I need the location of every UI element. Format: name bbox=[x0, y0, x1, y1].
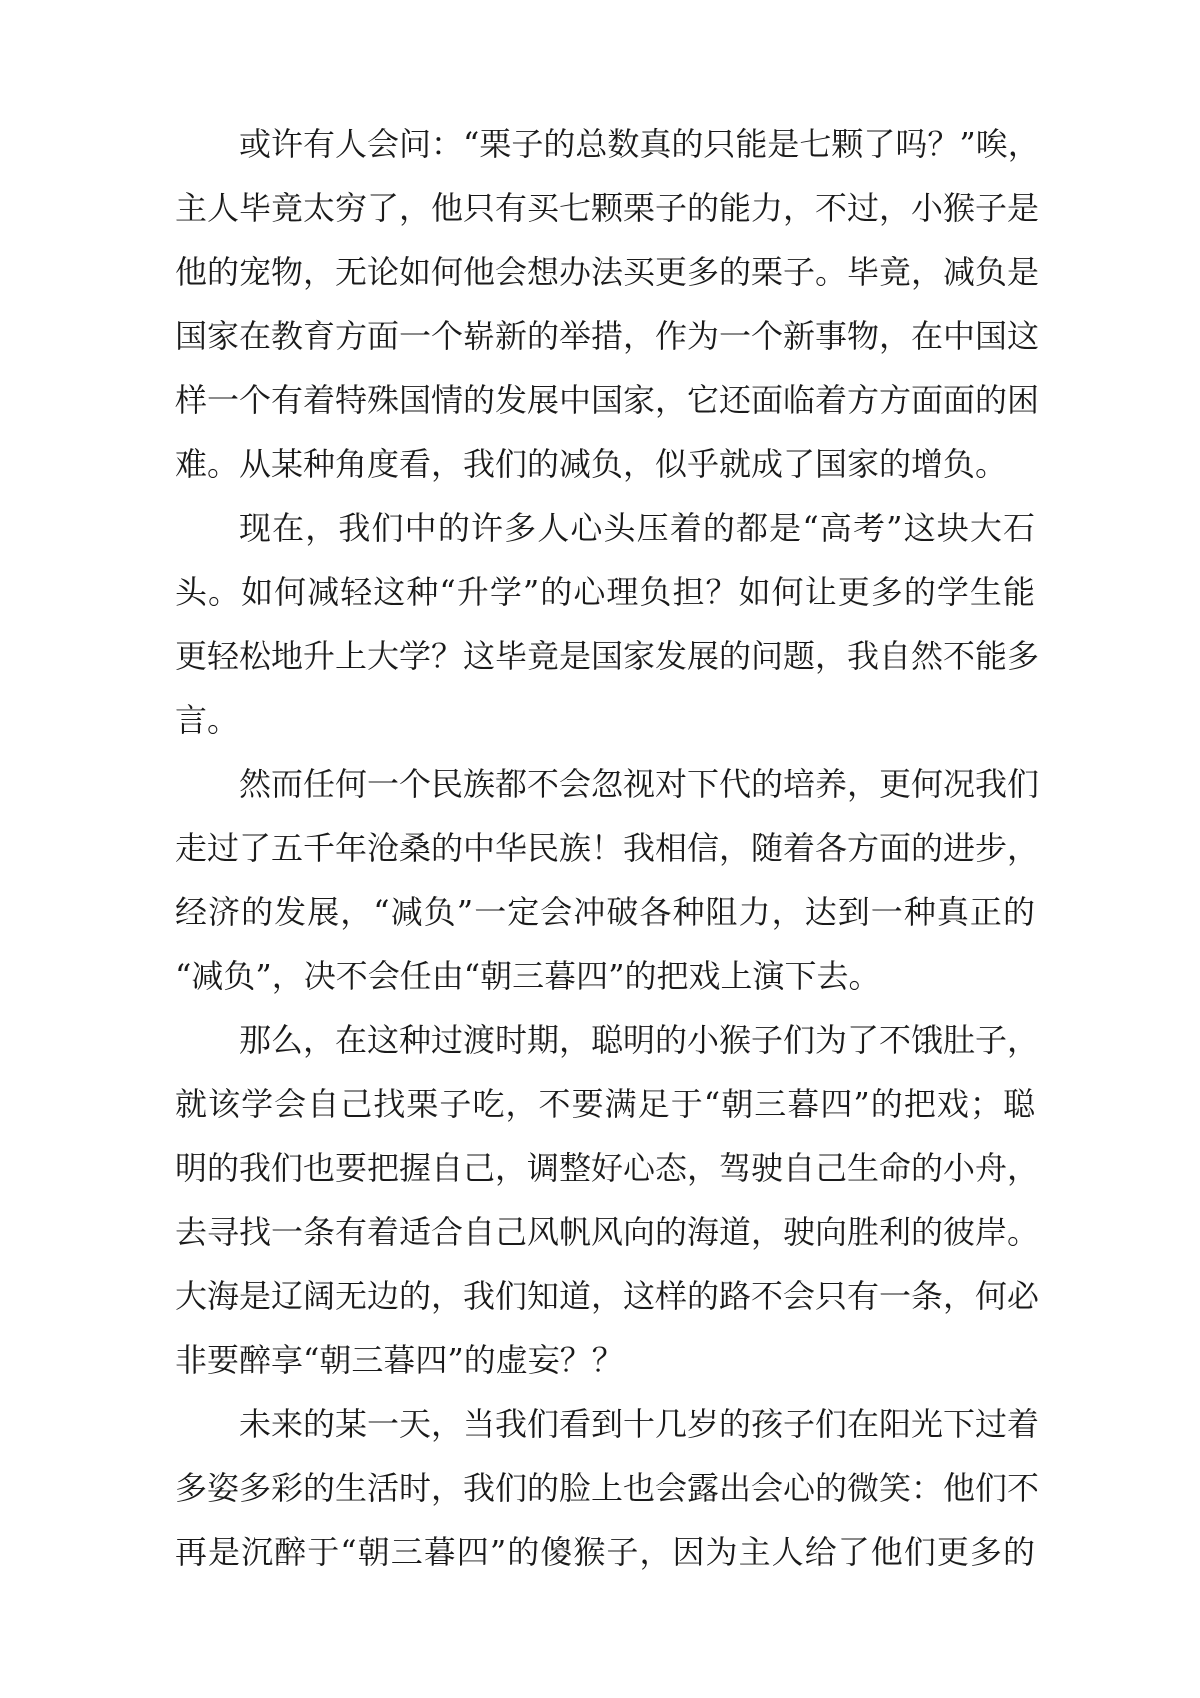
text-line: 他的宠物，无论如何他会想办法买更多的栗子。毕竟，减负是 bbox=[175, 253, 1040, 291]
text-line: 样一个有着特殊国情的发展中国家，它还面临着方方面面的困 bbox=[175, 381, 1040, 419]
text-line: 主人毕竟太穷了，他只有买七颗栗子的能力，不过，小猴子是 bbox=[175, 189, 1040, 227]
text-line: 难。从某种角度看，我们的减负，似乎就成了国家的增负。 bbox=[175, 445, 1008, 483]
paragraph-4 bbox=[175, 1008, 1040, 1392]
text-line: 再是沉醉于“朝三暮四”的傻猴子，因为主人给了他们更多的 bbox=[175, 1533, 1035, 1571]
text-line: 言。 bbox=[175, 701, 240, 739]
text-line: 现在，我们中的许多人心头压着的都是“高考”这块大石 bbox=[239, 509, 1035, 547]
text-line: 就该学会自己找栗子吃，不要满足于“朝三暮四”的把戏；聪 bbox=[175, 1085, 1035, 1123]
paragraph-2 bbox=[175, 496, 1040, 752]
text-line: 未来的某一天，当我们看到十几岁的孩子们在阳光下过着 bbox=[239, 1405, 1040, 1443]
document-body bbox=[175, 112, 1040, 1584]
paragraph-5 bbox=[175, 1392, 1040, 1584]
text-line: 更轻松地升上大学？这毕竟是国家发展的问题，我自然不能多 bbox=[175, 637, 1040, 675]
paragraph-3 bbox=[175, 752, 1040, 1008]
text-line: 头。如何减轻这种“升学”的心理负担？如何让更多的学生能 bbox=[175, 573, 1035, 611]
text-line: 那么，在这种过渡时期，聪明的小猴子们为了不饿肚子， bbox=[239, 1021, 1040, 1059]
paragraph-1 bbox=[175, 112, 1040, 496]
text-line: 走过了五千年沧桑的中华民族！我相信，随着各方面的进步， bbox=[175, 829, 1040, 867]
text-line: 明的我们也要把握自己，调整好心态，驾驶自己生命的小舟， bbox=[175, 1149, 1040, 1187]
text-line: “减负”，决不会任由“朝三暮四”的把戏上演下去。 bbox=[175, 957, 881, 995]
text-line: 非要醉享“朝三暮四”的虚妄？？ bbox=[175, 1341, 624, 1379]
text-line: 或许有人会问：“栗子的总数真的只能是七颗了吗？”唉， bbox=[239, 125, 1040, 163]
text-line: 然而任何一个民族都不会忽视对下代的培养，更何况我们 bbox=[239, 765, 1040, 803]
text-line: 多姿多彩的生活时，我们的脸上也会露出会心的微笑：他们不 bbox=[175, 1469, 1040, 1507]
text-line: 大海是辽阔无边的，我们知道，这样的路不会只有一条，何必 bbox=[175, 1277, 1040, 1315]
text-line: 经济的发展，“减负”一定会冲破各种阻力，达到一种真正的 bbox=[175, 893, 1035, 931]
text-line: 国家在教育方面一个崭新的举措，作为一个新事物，在中国这 bbox=[175, 317, 1040, 355]
text-line: 去寻找一条有着适合自己风帆风向的海道，驶向胜利的彼岸。 bbox=[175, 1213, 1040, 1251]
